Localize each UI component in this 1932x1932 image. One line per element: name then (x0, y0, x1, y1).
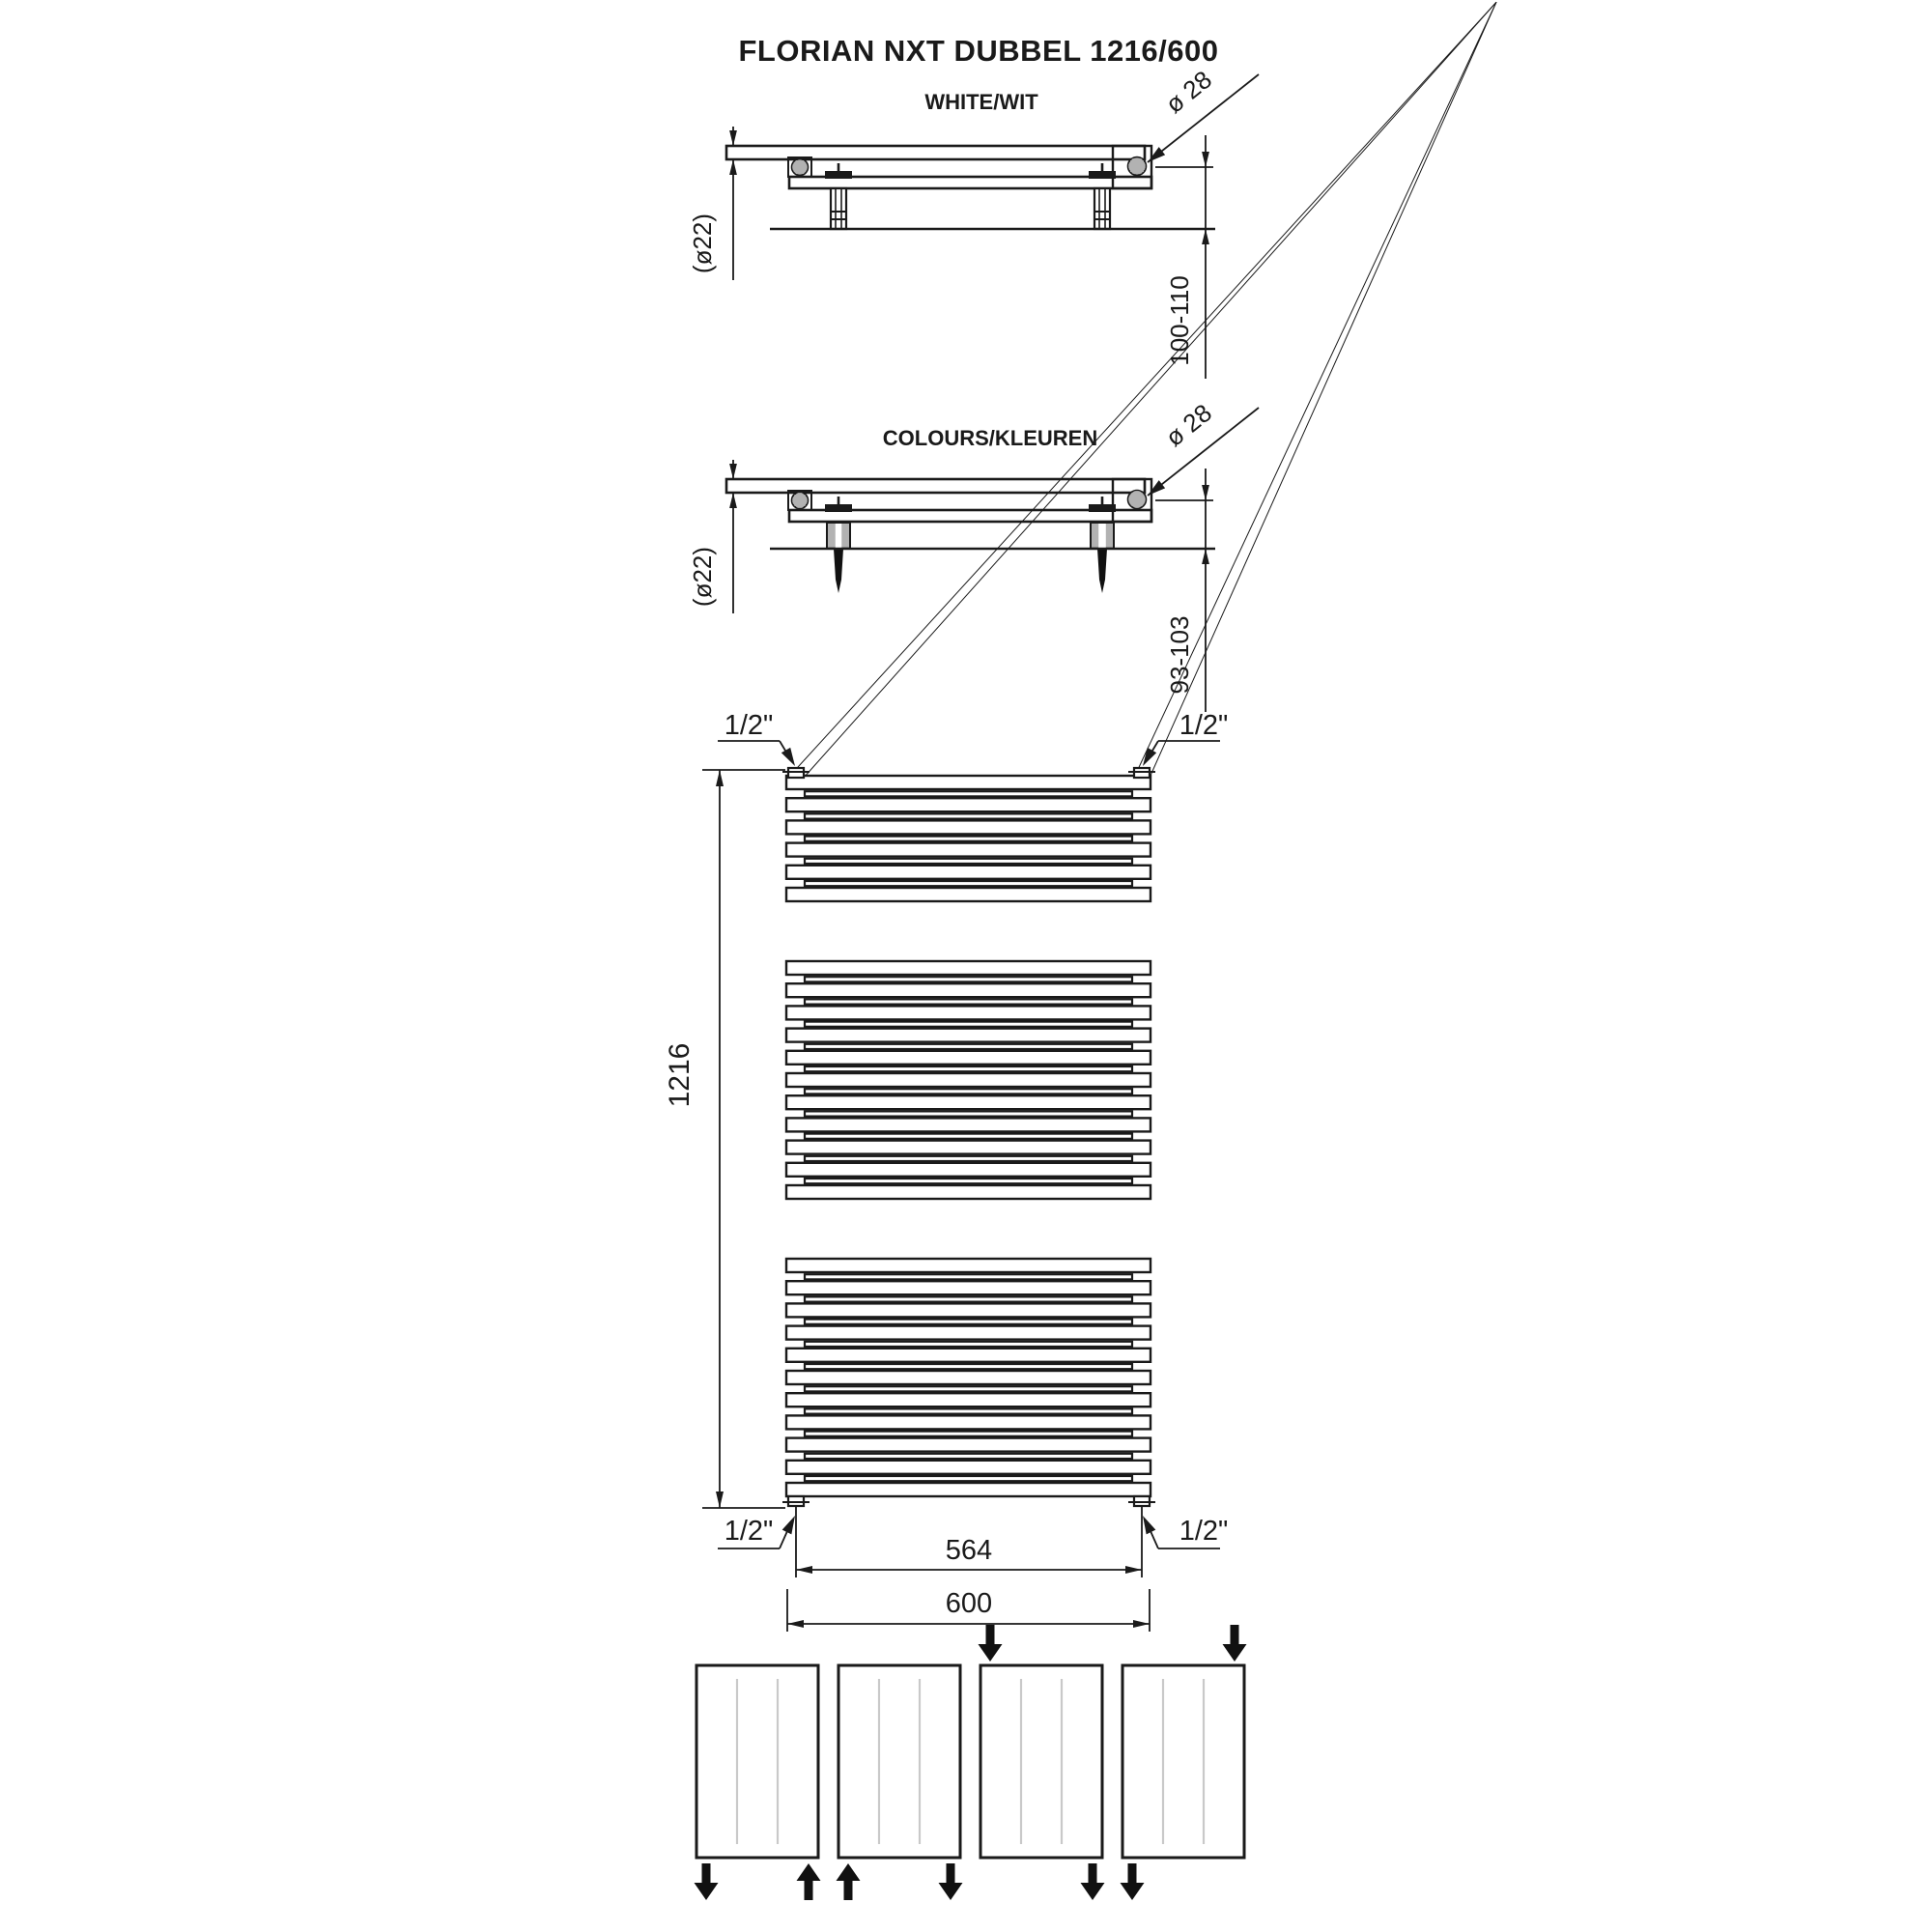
bracket-cap (1090, 505, 1115, 511)
leader-arrow (782, 1516, 795, 1534)
front-tube (786, 1438, 1151, 1452)
flow-rect (1122, 1665, 1244, 1858)
front-view (664, 2, 1496, 1632)
front-tube (786, 1185, 1151, 1199)
rear-tube (805, 1066, 1132, 1071)
front-tube (786, 1163, 1151, 1177)
connection-option-3 (980, 1665, 1102, 1858)
rear-tube (805, 1296, 1132, 1301)
dim-arrow-down (729, 130, 737, 146)
front-tube (786, 1118, 1151, 1131)
anchor-screw (1097, 549, 1107, 593)
dim-arrow-up (716, 770, 724, 786)
rear-tube (805, 1342, 1132, 1347)
dim-arrow-up (729, 159, 737, 175)
bracket-column (831, 188, 846, 229)
dim-arrow-up (729, 493, 737, 508)
flow-rect (696, 1665, 818, 1858)
colours-tube-diameter-dim: (ø22) (688, 546, 717, 608)
dim-arrow-down (1202, 152, 1209, 167)
line (1134, 2, 1496, 778)
rear-tube (805, 1274, 1132, 1279)
flow-arrow-bottom-right-down (1081, 1863, 1105, 1900)
front-tube (786, 866, 1151, 879)
rear-tube (805, 977, 1132, 981)
clamp-nut (792, 493, 809, 509)
clamp-nut (792, 159, 809, 176)
bracket-column (1094, 188, 1110, 229)
front-tube (786, 843, 1151, 857)
front-tube (786, 888, 1151, 901)
rear-tube (805, 1022, 1132, 1027)
dim-arrow-up (1202, 549, 1209, 564)
flow-rect (980, 1665, 1102, 1858)
front-tube (786, 1029, 1151, 1042)
white-collector-diameter-dim: ø 28 (1159, 64, 1217, 120)
rear-tube (805, 1320, 1132, 1324)
flow-arrow-top-left-down (979, 1625, 1003, 1662)
bracket-cap (826, 505, 851, 511)
white-side-view (688, 65, 1259, 379)
rear-tube (805, 1454, 1132, 1459)
bracket-cap (826, 172, 851, 178)
dim-arrow-down (1202, 485, 1209, 500)
rear-tube (805, 1134, 1132, 1139)
line (804, 2, 1496, 778)
valve-fitting (1128, 157, 1147, 176)
white-tube-diameter-dim: (ø22) (688, 213, 717, 274)
dim-arrow-up (1202, 229, 1209, 244)
rear-tube (805, 1044, 1132, 1049)
rear-tube (805, 1408, 1132, 1413)
front-tube (786, 1415, 1151, 1429)
rear-tube (805, 1089, 1132, 1094)
bracket-cap (1090, 172, 1115, 178)
rear-tube (805, 1386, 1132, 1391)
anchor-stripe (1099, 524, 1106, 548)
rear-tube (805, 1476, 1132, 1481)
front-tube (786, 961, 1151, 975)
rear-tube (805, 1111, 1132, 1116)
leader-arrow (1143, 748, 1156, 766)
connection-label-bottom-right: 1/2" (1179, 1516, 1229, 1547)
line (788, 2, 1496, 778)
front-tube (786, 1483, 1151, 1496)
leader-arrow (1148, 480, 1165, 496)
dim-arrow-down (729, 464, 737, 479)
width-dimension: 600 (945, 1588, 993, 1619)
colours-wall-distance-dim: 93-103 (1165, 615, 1194, 695)
rear-tube (805, 1179, 1132, 1183)
connection-option-1 (696, 1665, 818, 1858)
colours-side-view (688, 398, 1259, 712)
colours-view-label: COLOURS/KLEUREN (882, 426, 1098, 450)
flow-rect (838, 1665, 960, 1858)
height-dimension: 1216 (664, 1042, 696, 1108)
dim-arrow-down (716, 1492, 724, 1508)
white-view-label: WHITE/WIT (924, 90, 1038, 114)
front-tube (786, 1461, 1151, 1474)
front-view-geometry (702, 2, 1496, 1632)
white-wall-distance-dim: 100-110 (1165, 275, 1194, 366)
line (1150, 2, 1496, 778)
rear-tube (805, 1156, 1132, 1161)
front-tube (786, 1051, 1151, 1065)
flow-arrow-bottom-right-down (939, 1863, 963, 1900)
dim-arrow-right (1133, 1620, 1150, 1628)
connection-option-2 (838, 1665, 960, 1858)
front-tube (786, 1073, 1151, 1087)
flow-arrow-bottom-right-up (797, 1863, 821, 1900)
front-tube (786, 1281, 1151, 1294)
front-tube (786, 820, 1151, 834)
page-title: FLORIAN NXT DUBBEL 1216/600 (738, 34, 1219, 68)
front-tube (786, 1326, 1151, 1340)
front-tube (786, 776, 1151, 789)
pitch-dimension: 564 (945, 1535, 993, 1566)
front-tube (786, 983, 1151, 997)
front-tube (786, 1303, 1151, 1317)
rear-tube (805, 1364, 1132, 1369)
leader-arrow (1148, 147, 1165, 162)
dim-arrow-right (1125, 1566, 1142, 1574)
front-tube (786, 1371, 1151, 1384)
rear-tube (805, 881, 1132, 886)
front-tube (786, 798, 1151, 811)
rear-tube (805, 791, 1132, 796)
leader-arrow (781, 748, 795, 766)
colours-collector-diameter-dim: ø 28 (1159, 397, 1217, 453)
rear-tube (805, 1432, 1132, 1436)
anchor-stripe (836, 524, 842, 548)
leader-arrow (1143, 1516, 1155, 1534)
rear-tube (805, 813, 1132, 818)
connection-label-top-right: 1/2" (1179, 710, 1229, 741)
flow-configuration-diagrams (695, 1625, 1247, 1900)
flow-arrow-top-right-down (1223, 1625, 1247, 1662)
rear-tube (805, 999, 1132, 1004)
flow-arrow-bottom-left-up (837, 1863, 861, 1900)
rear-tube (805, 859, 1132, 864)
dim-arrow-left (787, 1620, 804, 1628)
connection-option-4 (1122, 1665, 1244, 1858)
front-tube (786, 1349, 1151, 1362)
front-tube (786, 1259, 1151, 1272)
anchor-screw (834, 549, 843, 593)
front-tube (786, 1393, 1151, 1406)
front-tube (786, 1141, 1151, 1154)
connection-label-top-left: 1/2" (724, 710, 774, 741)
front-tube (786, 1095, 1151, 1109)
flow-arrow-bottom-left-down (695, 1863, 719, 1900)
connection-label-bottom-left: 1/2" (724, 1516, 774, 1547)
rear-tube (805, 837, 1132, 841)
dim-arrow-left (796, 1566, 812, 1574)
front-tube (786, 1006, 1151, 1019)
flow-arrow-bottom-left-down (1121, 1863, 1145, 1900)
valve-fitting (1128, 491, 1147, 509)
